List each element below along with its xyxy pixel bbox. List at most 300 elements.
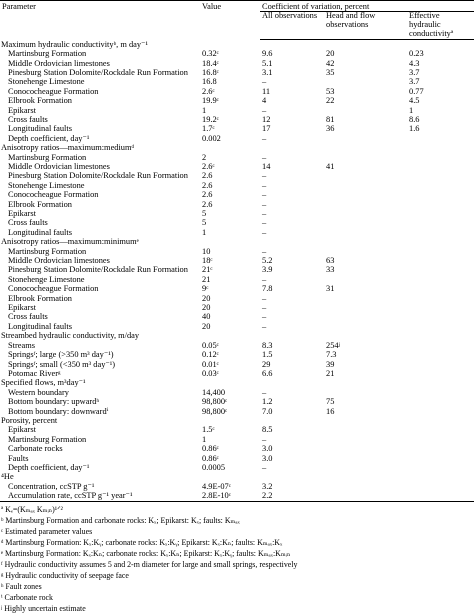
row-cv-head bbox=[324, 435, 407, 444]
row-label: Cross faults bbox=[8, 312, 48, 322]
row-label: Springsᶠ; small (<350 m³ day⁻¹) bbox=[8, 359, 116, 369]
row-cv-all bbox=[260, 237, 324, 246]
row-cv-all: – bbox=[262, 133, 267, 143]
row-cv-head: 39 bbox=[326, 359, 335, 369]
row-value: 2.6 bbox=[202, 190, 213, 200]
row-value: 19.2ᶜ bbox=[202, 114, 219, 124]
row-cv-head bbox=[324, 425, 407, 434]
table-row bbox=[0, 218, 474, 227]
row-cv-all: 1.2 bbox=[262, 397, 273, 407]
row-value bbox=[200, 378, 260, 387]
row-value: 21 bbox=[202, 274, 211, 284]
table-row bbox=[0, 134, 474, 143]
row-value: 2.6ᶜ bbox=[202, 86, 215, 96]
row-value bbox=[200, 472, 260, 481]
row-cv-effective: 3.7 bbox=[409, 67, 420, 77]
row-cv-head: 35 bbox=[326, 67, 335, 77]
row-value: 16.8ᶜ bbox=[202, 67, 219, 77]
row-cv-head bbox=[324, 106, 407, 115]
row-label: ⁴He bbox=[1, 472, 14, 482]
row-cv-all: – bbox=[262, 293, 267, 303]
row-cv-head bbox=[324, 331, 407, 340]
row-cv-effective bbox=[407, 454, 474, 463]
row-cv-head bbox=[324, 454, 407, 463]
row-value bbox=[200, 40, 260, 49]
row-value bbox=[200, 331, 260, 340]
row-cv-head bbox=[324, 200, 407, 209]
row-value: 20 bbox=[202, 321, 211, 331]
row-cv-effective bbox=[407, 444, 474, 453]
row-cv-head bbox=[324, 228, 407, 237]
row-label: Martinsburg Formation bbox=[8, 434, 87, 444]
header-parameter: Parameter bbox=[0, 1, 200, 40]
row-cv-head bbox=[324, 153, 407, 162]
table-row bbox=[0, 491, 474, 501]
table-row bbox=[0, 256, 474, 265]
row-label: Middle Ordovician limestones bbox=[8, 161, 110, 171]
row-cv-head bbox=[324, 190, 407, 199]
row-cv-head bbox=[324, 218, 407, 227]
row-label: Anisotropy ratios—maximum:mediumᵈ bbox=[1, 143, 135, 153]
section-row bbox=[0, 237, 474, 246]
row-cv-head bbox=[324, 134, 407, 143]
footnote: ᵍ Hydraulic conductivity of seepage face bbox=[1, 570, 129, 580]
row-cv-head: 22 bbox=[326, 96, 335, 106]
row-value: 40 bbox=[202, 312, 211, 322]
row-cv-all bbox=[260, 416, 324, 425]
row-cv-head: 75 bbox=[326, 397, 335, 407]
row-label: Elbrook Formation bbox=[8, 199, 72, 209]
table-row bbox=[0, 124, 474, 133]
row-cv-head bbox=[324, 416, 407, 425]
row-cv-effective bbox=[407, 265, 474, 274]
section-row bbox=[0, 143, 474, 152]
row-value: 0.03ᶜ bbox=[202, 368, 219, 378]
row-value: 2.6ᶜ bbox=[202, 161, 215, 171]
row-cv-head: 81 bbox=[326, 114, 335, 124]
table-row bbox=[0, 49, 474, 58]
row-cv-effective: 3.7 bbox=[409, 77, 420, 87]
row-cv-all bbox=[260, 331, 324, 340]
table-row bbox=[0, 77, 474, 86]
row-cv-effective bbox=[407, 40, 474, 49]
row-cv-all: – bbox=[262, 171, 267, 181]
row-label: Porosity, percent bbox=[1, 415, 58, 425]
row-label: Longitudinal faults bbox=[8, 227, 72, 237]
row-cv-head: 31 bbox=[326, 284, 335, 294]
row-cv-effective bbox=[407, 341, 474, 350]
row-label: Pinesburg Station Dolomite/Rockdale Run Formation bbox=[8, 67, 188, 77]
table-row bbox=[0, 171, 474, 180]
table-row bbox=[0, 115, 474, 124]
row-label: Stonehenge Limestone bbox=[8, 77, 85, 87]
row-label: Epikarst bbox=[8, 105, 36, 115]
row-cv-effective bbox=[407, 171, 474, 180]
row-value: 2.8E-10ᶜ bbox=[200, 491, 260, 501]
row-cv-all bbox=[260, 472, 324, 481]
row-value: 14,400 bbox=[202, 387, 226, 397]
row-label: Middle Ordovician limestones bbox=[8, 256, 110, 266]
row-cv-all: – bbox=[262, 303, 267, 313]
row-cv-head bbox=[324, 171, 407, 180]
row-cv-all: 9.6 bbox=[262, 49, 273, 59]
row-cv-head bbox=[324, 294, 407, 303]
table-row bbox=[0, 369, 474, 378]
row-cv-effective: 4.3 bbox=[409, 58, 420, 68]
row-cv-all: 1.5 bbox=[262, 350, 273, 360]
row-label: Bottom boundary: upwardʰ bbox=[8, 397, 100, 407]
row-value: 1 bbox=[202, 434, 207, 444]
row-label: Carbonate rocks bbox=[8, 444, 63, 454]
row-cv-all: 3.1 bbox=[262, 67, 273, 77]
row-cv-effective bbox=[407, 350, 474, 359]
row-label: Faults bbox=[8, 453, 29, 463]
row-label: Springsᶠ; large (>350 m³ day⁻¹) bbox=[8, 350, 114, 360]
table-row bbox=[0, 247, 474, 256]
row-cv-all: 8.3 bbox=[262, 340, 273, 350]
table-row bbox=[0, 397, 474, 406]
row-cv-effective bbox=[407, 360, 474, 369]
row-value: 21ᶜ bbox=[202, 265, 213, 275]
row-cv-head: 21 bbox=[326, 368, 335, 378]
row-cv-effective bbox=[407, 162, 474, 171]
row-value: 1 bbox=[202, 105, 207, 115]
row-cv-head: 16 bbox=[326, 406, 335, 416]
table-row bbox=[0, 106, 474, 115]
row-cv-head bbox=[324, 40, 407, 49]
table-row bbox=[0, 190, 474, 199]
row-cv-head bbox=[324, 491, 407, 501]
row-label: Epikarst bbox=[8, 425, 36, 435]
row-cv-head: 53 bbox=[326, 86, 335, 96]
row-cv-head bbox=[324, 77, 407, 86]
row-cv-all: – bbox=[262, 152, 267, 162]
row-cv-effective bbox=[407, 200, 474, 209]
table-row bbox=[0, 463, 474, 472]
table-row bbox=[0, 435, 474, 444]
row-cv-all: 3.2 bbox=[262, 481, 273, 491]
row-value: 16.8 bbox=[202, 77, 217, 87]
row-label: Stonehenge Limestone bbox=[8, 180, 85, 190]
footnote: ⁱ Carbonate rock bbox=[1, 592, 53, 602]
table-row bbox=[0, 200, 474, 209]
row-value: 20 bbox=[202, 303, 211, 313]
row-cv-all: – bbox=[262, 77, 267, 87]
row-value: 0.86ᶜ bbox=[202, 444, 219, 454]
row-cv-head bbox=[324, 237, 407, 246]
section-row bbox=[0, 40, 474, 49]
row-value: 10 bbox=[202, 246, 211, 256]
row-cv-effective bbox=[407, 181, 474, 190]
row-cv-effective bbox=[407, 134, 474, 143]
row-cv-effective bbox=[407, 482, 474, 491]
row-cv-all bbox=[260, 143, 324, 152]
row-label: Stonehenge Limestone bbox=[8, 274, 85, 284]
row-cv-all: – bbox=[262, 199, 267, 209]
row-label: Streambed hydraulic conductivity, m/day bbox=[1, 331, 140, 341]
row-cv-head: 63 bbox=[326, 256, 335, 266]
table-row bbox=[0, 425, 474, 434]
table-row bbox=[0, 444, 474, 453]
row-label: Martinsburg Formation bbox=[8, 152, 87, 162]
row-cv-effective: 0.77 bbox=[409, 86, 424, 96]
row-value: 0.01ᶜ bbox=[202, 359, 219, 369]
footnote: ʲ Highly uncertain estimate bbox=[1, 603, 86, 613]
row-cv-all: 3.0 bbox=[262, 444, 273, 454]
footnote: ᶜ Estimated parameter values bbox=[1, 526, 93, 536]
row-value: 2.6 bbox=[202, 199, 213, 209]
row-cv-effective: 0.23 bbox=[409, 49, 424, 59]
row-label: Cross faults bbox=[8, 218, 48, 228]
row-cv-effective bbox=[407, 472, 474, 481]
row-cv-head bbox=[324, 472, 407, 481]
table-body bbox=[0, 40, 474, 501]
table-row bbox=[0, 454, 474, 463]
table-row bbox=[0, 284, 474, 293]
row-value: 18ᶜ bbox=[202, 256, 213, 266]
row-cv-all bbox=[260, 40, 324, 49]
row-value: 1.5ᶜ bbox=[202, 425, 215, 435]
table-row bbox=[0, 153, 474, 162]
row-label: Cross faults bbox=[8, 114, 48, 124]
row-value bbox=[200, 416, 260, 425]
row-label: Conococheague Formation bbox=[8, 190, 99, 200]
row-cv-head bbox=[324, 482, 407, 491]
row-cv-effective bbox=[407, 247, 474, 256]
table-row bbox=[0, 350, 474, 359]
row-cv-effective bbox=[407, 190, 474, 199]
row-label: Conococheague Formation bbox=[8, 284, 99, 294]
row-cv-effective bbox=[407, 463, 474, 472]
row-cv-all: 3.0 bbox=[262, 453, 273, 463]
table-row bbox=[0, 68, 474, 77]
row-cv-effective bbox=[407, 491, 474, 501]
row-value: 98,800ᶜ bbox=[202, 406, 228, 416]
table-row bbox=[0, 388, 474, 397]
row-cv-effective: 1.6 bbox=[409, 124, 420, 134]
row-value: 5 bbox=[202, 209, 207, 218]
row-cv-effective bbox=[407, 312, 474, 321]
row-cv-all: – bbox=[262, 190, 267, 200]
row-cv-effective bbox=[407, 331, 474, 340]
row-cv-head: 254ʲ bbox=[326, 340, 340, 350]
row-label: Elbrook Formation bbox=[8, 293, 72, 303]
row-cv-all: – bbox=[262, 218, 267, 228]
row-cv-head bbox=[324, 181, 407, 190]
row-label: Anisotropy ratios—maximum:minimumᵉ bbox=[1, 237, 139, 247]
footnote: ᵇ Martinsburg Formation and carbonate rocks: Kₓ; Epikarst: Kₓ; faults: Kₘₐₓ bbox=[1, 515, 240, 525]
table-row bbox=[0, 87, 474, 96]
row-cv-head bbox=[324, 275, 407, 284]
row-cv-effective: 1 bbox=[409, 105, 414, 115]
row-cv-all: – bbox=[262, 387, 267, 397]
row-cv-all: – bbox=[262, 227, 267, 237]
table-row bbox=[0, 162, 474, 171]
row-label: Martinsburg Formation bbox=[8, 246, 87, 256]
row-cv-all: 14 bbox=[262, 161, 271, 171]
row-cv-head bbox=[324, 312, 407, 321]
table-row bbox=[0, 59, 474, 68]
row-label: Epikarst bbox=[8, 303, 36, 313]
table-row bbox=[0, 303, 474, 312]
row-cv-effective bbox=[407, 369, 474, 378]
row-cv-all: – bbox=[262, 321, 267, 331]
row-cv-head bbox=[324, 247, 407, 256]
header-all-observations: All observations bbox=[260, 12, 324, 40]
row-value: 4.9E-07ᶜ bbox=[202, 481, 231, 491]
row-cv-all: – bbox=[262, 274, 267, 284]
table-row bbox=[0, 360, 474, 369]
row-label: Concentration, ccSTP g⁻¹ bbox=[8, 481, 95, 491]
row-cv-all: – bbox=[262, 312, 267, 322]
row-label: Depth coefficient, day⁻¹ bbox=[8, 133, 90, 143]
row-cv-head: 42 bbox=[326, 58, 335, 68]
row-label: Middle Ordovician limestones bbox=[8, 58, 110, 68]
row-cv-head: 20 bbox=[326, 49, 335, 59]
footnote: ᵉ Martinsburg Formation: Kₓ:Kₙ; carbonate rocks: Kₓ:Kₙ; Epikarst: Kₓ:Kᵧ; faults: Kₘₐₓ:Kₘᵢₙ bbox=[1, 548, 291, 558]
table-header bbox=[0, 1, 474, 40]
row-cv-all: 17 bbox=[262, 124, 271, 134]
row-cv-effective: 4.5 bbox=[409, 96, 420, 106]
section-row bbox=[0, 472, 474, 481]
row-value: 0.12ᶜ bbox=[202, 350, 219, 360]
row-cv-effective bbox=[407, 256, 474, 265]
row-value: 0.0005 bbox=[202, 462, 226, 472]
row-cv-all: – bbox=[262, 105, 267, 115]
row-cv-head: 33 bbox=[326, 265, 335, 275]
row-cv-effective: 8.6 bbox=[409, 114, 420, 124]
row-cv-effective bbox=[407, 303, 474, 312]
row-label: Epikarst bbox=[8, 209, 36, 218]
row-value: 98,800ᶜ bbox=[202, 397, 228, 407]
row-label: Specified flows, m³day⁻¹ bbox=[1, 378, 86, 388]
row-value: 0.05ᶜ bbox=[202, 340, 219, 350]
row-cv-all: 7.8 bbox=[262, 284, 273, 294]
row-cv-effective bbox=[407, 228, 474, 237]
row-cv-effective bbox=[407, 284, 474, 293]
footnote: ᵈ Martinsburg Formation: Kₓ:Kᵧ; carbonate rocks: Kₓ:Kᵧ; Epikarst: Kₓ:Kₙ; faults: Kₘₐₓ:Kₓ bbox=[1, 537, 283, 547]
row-value: 0.32ᶜ bbox=[202, 49, 219, 59]
row-cv-all: 3.9 bbox=[262, 265, 273, 275]
section-row bbox=[0, 416, 474, 425]
header-effective-hk: Effective hydraulic conductivityª bbox=[407, 12, 474, 40]
row-cv-effective bbox=[407, 218, 474, 227]
row-value bbox=[200, 143, 260, 152]
row-label: Accumulation rate, ccSTP g⁻¹ year⁻¹ bbox=[0, 491, 200, 501]
header-value: Value bbox=[200, 1, 260, 40]
row-value: 5 bbox=[202, 218, 207, 228]
row-label: Bottom boundary: downwardⁱ bbox=[8, 406, 109, 416]
row-label: Pinesburg Station Dolomite/Rockdale Run Formation bbox=[8, 171, 188, 181]
row-value: 20 bbox=[202, 293, 211, 303]
row-label: Longitudinal faults bbox=[8, 321, 72, 331]
table-row bbox=[0, 209, 474, 218]
table-row bbox=[0, 312, 474, 321]
section-row bbox=[0, 331, 474, 340]
table-row bbox=[0, 294, 474, 303]
footnote: ª Kₑ=(Kₘₐₓ Kₘᵢₙ)¹ᐟ² bbox=[1, 504, 63, 514]
row-value: 19.9ᶜ bbox=[202, 96, 219, 106]
header-cv-group: Coefficient of variation, percent bbox=[260, 1, 474, 12]
row-label: Longitudinal faults bbox=[8, 124, 72, 134]
row-cv-effective bbox=[407, 407, 474, 416]
row-cv-effective bbox=[407, 275, 474, 284]
row-cv-effective bbox=[407, 416, 474, 425]
row-cv-all bbox=[260, 378, 324, 387]
table-row bbox=[0, 407, 474, 416]
row-label: Streams bbox=[8, 340, 35, 350]
row-cv-effective bbox=[407, 143, 474, 152]
row-cv-all: 12 bbox=[262, 114, 271, 124]
row-cv-effective bbox=[407, 425, 474, 434]
table-row bbox=[0, 265, 474, 274]
row-cv-all: 4 bbox=[262, 96, 267, 106]
table-row bbox=[0, 482, 474, 491]
row-value: 1 bbox=[202, 227, 207, 237]
row-value: 2.6 bbox=[202, 180, 213, 190]
row-label: Maximum hydraulic conductivityᵇ, m day⁻¹ bbox=[1, 39, 148, 49]
row-cv-all: 7.0 bbox=[262, 406, 273, 416]
row-cv-head bbox=[324, 444, 407, 453]
section-row bbox=[0, 378, 474, 387]
table-row bbox=[0, 181, 474, 190]
row-cv-all: 29 bbox=[262, 359, 271, 369]
row-cv-effective bbox=[407, 397, 474, 406]
row-cv-head bbox=[324, 322, 407, 331]
row-label: Pinesburg Station Dolomite/Rockdale Run Formation bbox=[8, 265, 188, 275]
row-cv-effective bbox=[407, 153, 474, 162]
row-cv-effective bbox=[407, 388, 474, 397]
row-cv-effective bbox=[407, 435, 474, 444]
row-cv-head bbox=[324, 388, 407, 397]
row-cv-head: 7.3 bbox=[326, 350, 337, 360]
row-value: 18.4ᶜ bbox=[202, 58, 219, 68]
row-cv-all: 2.2 bbox=[260, 491, 324, 501]
row-value bbox=[200, 237, 260, 246]
row-cv-all: 6.6 bbox=[262, 368, 273, 378]
row-cv-effective bbox=[407, 378, 474, 387]
footnotes bbox=[0, 504, 474, 614]
row-cv-head bbox=[324, 143, 407, 152]
row-cv-all: 5.2 bbox=[262, 256, 273, 266]
table-row bbox=[0, 341, 474, 350]
row-cv-effective bbox=[407, 322, 474, 331]
row-cv-all: – bbox=[262, 462, 267, 472]
row-cv-all: – bbox=[262, 180, 267, 190]
row-cv-all: – bbox=[262, 209, 267, 218]
row-cv-head bbox=[324, 209, 407, 218]
row-cv-head bbox=[324, 378, 407, 387]
row-value: 2.6 bbox=[202, 171, 213, 181]
table-row bbox=[0, 275, 474, 284]
row-cv-all: 11 bbox=[262, 86, 271, 96]
row-label: Conococheague Formation bbox=[8, 86, 99, 96]
row-cv-all: 8.5 bbox=[262, 425, 273, 435]
row-value: 1.7ᶜ bbox=[202, 124, 215, 134]
row-cv-effective bbox=[407, 294, 474, 303]
row-value: 0.86ᶜ bbox=[202, 453, 219, 463]
row-label: Martinsburg Formation bbox=[8, 49, 87, 59]
footnote: ʰ Fault zones bbox=[1, 581, 42, 591]
table-row bbox=[0, 322, 474, 331]
row-cv-head bbox=[324, 463, 407, 472]
row-cv-effective bbox=[407, 237, 474, 246]
table-row bbox=[0, 228, 474, 237]
table-row bbox=[0, 96, 474, 105]
footnote: ᶠ Hydraulic conductivity assumes 5 and 2-m diameter for large and small springs, respectively bbox=[1, 559, 298, 569]
row-label: Elbrook Formation bbox=[8, 96, 72, 106]
row-cv-head: 41 bbox=[326, 161, 335, 171]
